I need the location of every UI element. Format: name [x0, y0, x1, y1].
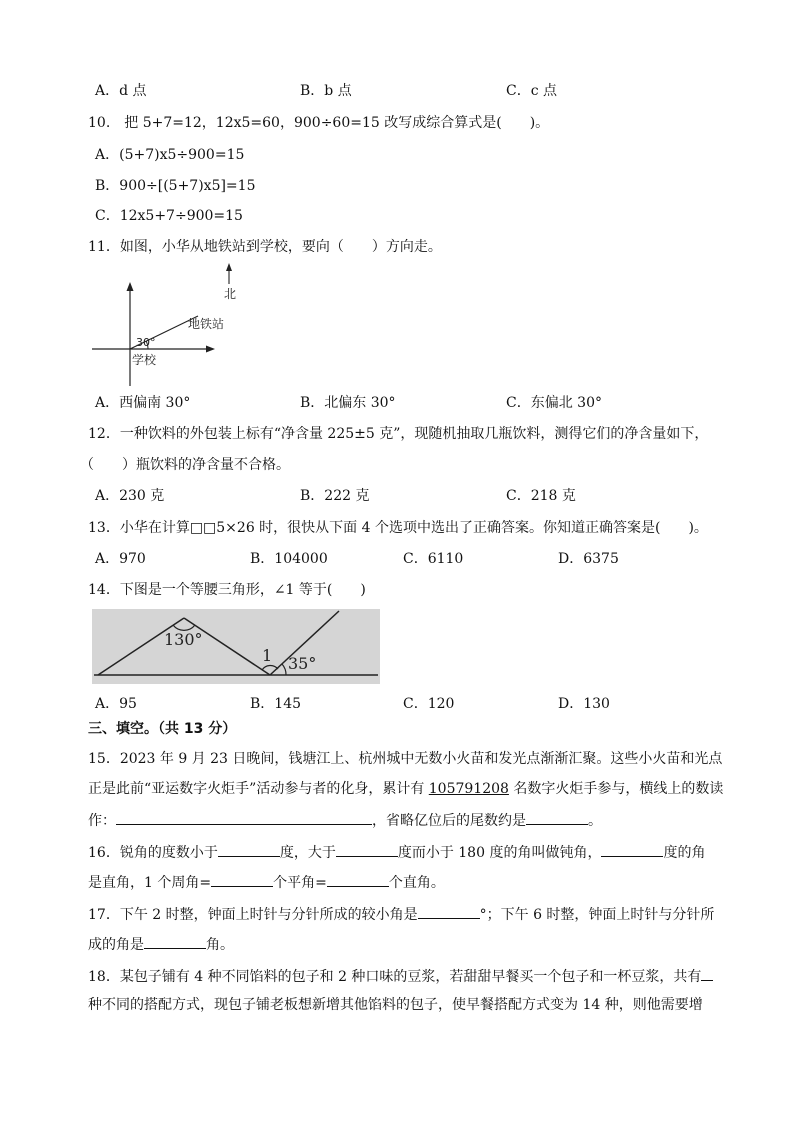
q10-option-a: A．(5+7)x5÷900=15 — [95, 147, 245, 163]
q16-right-blank[interactable] — [601, 841, 663, 857]
q16-straight-blank[interactable] — [211, 871, 273, 887]
q15-line3-pre: 作： — [88, 813, 116, 829]
section-3-title: 三、填空。（共 13 分） — [88, 721, 237, 737]
q15-line3 — [88, 809, 602, 831]
q18-count-blank[interactable] — [701, 965, 713, 981]
q11-angle-label: 30° — [136, 336, 156, 349]
q18-line2: 种不同的搭配方式，现包子铺老板想新增其他馅料的包子，使早餐搭配方式变为 14 种，则他需要增 — [88, 997, 703, 1013]
q9-option-b: B．b 点 — [300, 83, 352, 99]
q15-number: 105791208 — [428, 781, 509, 797]
q13-option-a: A．970 — [95, 551, 146, 567]
q10-option-c: C．12x5+7÷900=15 — [95, 208, 243, 224]
q13-option-d: D．6375 — [558, 551, 619, 567]
q17-line2-a: 成的角是 — [88, 937, 144, 953]
q9-option-a: A．d 点 — [95, 83, 147, 99]
q11-horizontal-axis-arrow — [206, 346, 215, 353]
q16-line1-a: 16．锐角的度数小于 — [88, 845, 218, 861]
q9-option-c: C．c 点 — [506, 83, 558, 99]
q12-option-b: B．222 克 — [300, 488, 370, 504]
q17-line1-a: 17．下午 2 时整，钟面上时针与分针所成的较小角是 — [88, 907, 418, 923]
q11-north-arrow — [226, 263, 232, 271]
q16-acute-blank[interactable] — [218, 841, 280, 857]
q15-line3-end: 。 — [588, 813, 602, 829]
q14-option-c: C．120 — [403, 696, 455, 712]
q17-angle-blank[interactable] — [418, 903, 480, 919]
q18-line1-a: 18．某包子铺有 4 种不同馅料的包子和 2 种口味的豆浆，若甜甜早餐买一个包子和一杯豆浆，共有 — [88, 969, 702, 985]
q13-option-b: B．104000 — [250, 551, 328, 567]
q16-line1 — [88, 841, 705, 863]
q16-rightangle-blank[interactable] — [327, 871, 389, 887]
q12-option-c: C．218 克 — [506, 488, 576, 504]
q14-option-b: B．145 — [250, 696, 302, 712]
q11-school-label: 学校 — [132, 353, 157, 367]
q16-line2-c: 个直角。 — [388, 875, 445, 891]
q16-obtuse-blank[interactable] — [336, 841, 398, 857]
q14-option-a: A．95 — [95, 696, 137, 712]
q15-approx-blank[interactable] — [526, 809, 588, 825]
q10-option-b: B．900÷[(5+7)x5]=15 — [95, 178, 256, 194]
q12-stem-line1: 12．一种饮料的外包装上标有“净含量 225±5 克”，现随机抽取几瓶饮料，测得它们的净含量如下， — [88, 426, 709, 442]
q14-apex-label: 130° — [164, 630, 203, 649]
q11-option-c: C．东偏北 30° — [506, 395, 602, 411]
q11-station-label: 地铁站 — [188, 317, 225, 331]
q15-line2-post: 名数字火炬手参与，横线上的数读 — [508, 781, 724, 797]
q15-reading-blank[interactable] — [116, 809, 372, 825]
q13-option-c: C．6110 — [403, 551, 464, 567]
q14-angle35-label: 35° — [288, 654, 317, 673]
q17-line2 — [88, 933, 234, 955]
q16-line2 — [88, 871, 445, 893]
q12-stem-line2: （ ）瓶饮料的净含量不合格。 — [80, 457, 290, 473]
q17-line1-b: °；下午 6 时整，钟面上时针与分针所 — [479, 907, 715, 923]
q17-line1 — [88, 903, 714, 925]
q16-line1-d: 度的角 — [663, 845, 706, 861]
q15-line1: 15．2023 年 9 月 23 日晚间，钱塘江上、杭州城中无数小火苗和发光点渐渐汇聚。这些小火苗和光点 — [88, 751, 723, 767]
q11-stem: 11．如图，小华从地铁站到学校，要向（ ）方向走。 — [88, 239, 442, 255]
q11-direction-figure — [88, 260, 248, 388]
q17-type-blank[interactable] — [144, 933, 206, 949]
q13-stem: 13．小华在计算□□5×26 时，很快从下面 4 个选项中选出了正确答案。你知道正确答案是( )。 — [88, 520, 708, 536]
q16-line1-c: 度而小于 180 度的角叫做钝角， — [397, 845, 602, 861]
q11-option-a: A．西偏南 30° — [95, 395, 191, 411]
q16-line1-b: 度，大于 — [279, 845, 336, 861]
q14-angle1-label: 1 — [262, 646, 273, 665]
q15-line2 — [88, 779, 723, 799]
q16-line2-a: 是直角，1 个周角= — [88, 875, 212, 891]
q11-north-label: 北 — [224, 287, 237, 301]
q14-stem: 14．下图是一个等腰三角形，∠1 等于( ) — [88, 582, 366, 598]
q15-line2-pre: 正是此前“亚运数字火炬手”活动参与者的化身，累计有 — [88, 781, 429, 797]
q14-photo-background — [92, 609, 380, 684]
q17-line2-b: 角。 — [206, 937, 234, 953]
q15-line3-mid: ，省略亿位后的尾数约是 — [372, 813, 526, 829]
q11-vertical-axis-arrow — [127, 282, 134, 291]
q18-line1 — [88, 965, 713, 987]
q14-option-d: D．130 — [558, 696, 610, 712]
q10-stem: 10. 把 5+7=12，12x5=60，900÷60=15 改写成综合算式是( )。 — [88, 115, 550, 131]
q12-option-a: A．230 克 — [95, 488, 165, 504]
q11-option-b: B．北偏东 30° — [300, 395, 396, 411]
q14-triangle-figure — [92, 609, 380, 684]
q16-line2-b: 个平角= — [273, 875, 327, 891]
